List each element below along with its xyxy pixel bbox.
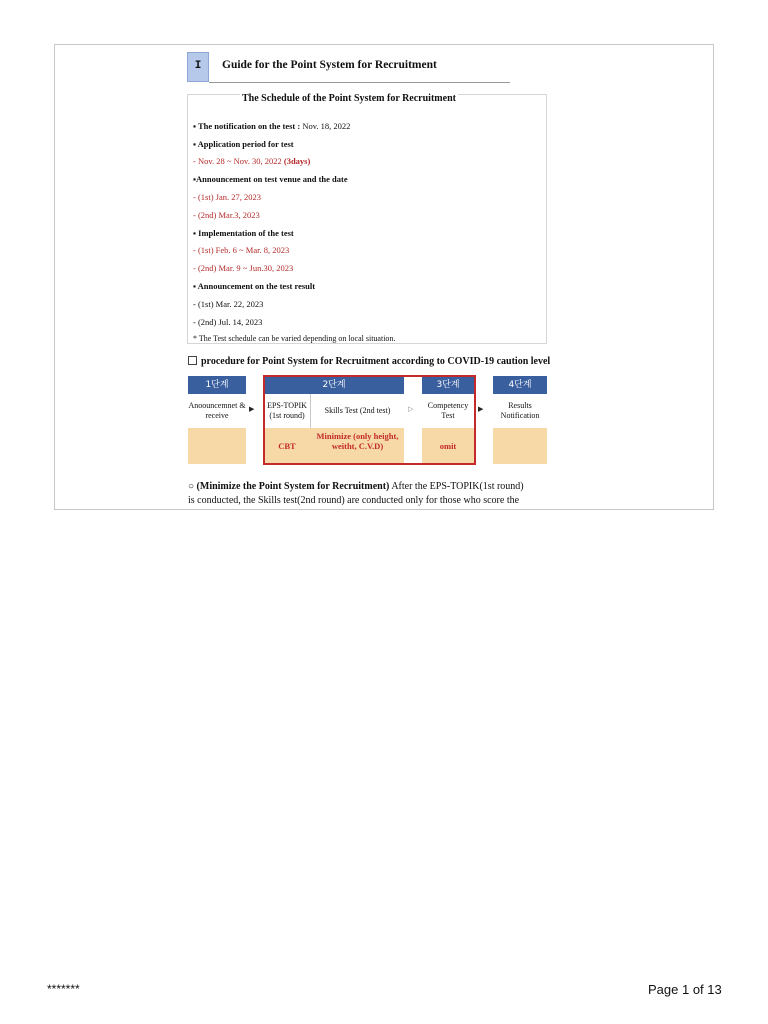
stage-3-header: 3단계 (422, 376, 474, 394)
skills-test-cell: Skills Test (2nd test) (311, 394, 404, 428)
cbt-label: CBT (278, 441, 296, 451)
eps-topik-cell: EPS-TOPIK (1st round) (264, 394, 310, 428)
section-title: Guide for the Point System for Recruitment (222, 59, 437, 71)
notification-label: ▪ The notification on the test : (193, 121, 301, 131)
schedule-box (187, 94, 547, 344)
section-number: I (187, 52, 209, 82)
arrow-right-icon: ▶ (249, 405, 255, 413)
paragraph-bold: (Minimize the Point System for Recruitment) (196, 481, 390, 492)
result-1: - (1st) Mar. 22, 2023 (193, 299, 264, 309)
notification-value: Nov. 18, 2022 (302, 121, 351, 131)
procedure-title: procedure for Point System for Recruitment according to COVID-19 caution level (188, 356, 550, 367)
paragraph-line-1: ○ (Minimize the Point System for Recruitment) After the EPS-TOPIK(1st round) (188, 481, 524, 492)
arrow-right-icon: ▶ (478, 405, 484, 413)
announce-cell: Anoouncemnet & receive (188, 394, 246, 428)
announce-venue-label: ▪Announcement on test venue and the date (193, 174, 348, 184)
impl-1: - (1st) Feb. 6 ~ Mar. 8, 2023 (193, 245, 290, 255)
section-divider (209, 82, 510, 83)
paragraph-line-2: is conducted, the Skills test(2nd round) are conducted only for those who score the (188, 495, 520, 506)
application-days: (3days) (283, 156, 311, 166)
result-2: - (2nd) Jul. 14, 2023 (193, 317, 263, 327)
implementation-label: ▪ Implementation of the test (193, 228, 294, 238)
results-cell: Results Notification (493, 394, 547, 428)
stage-4-header: 4단계 (493, 376, 547, 394)
section-header (187, 52, 510, 84)
footer-left-text: ******* (47, 982, 80, 996)
stage-4-blank (493, 428, 547, 464)
application-value: - Nov. 28 ~ Nov. 30, 2022 (193, 156, 282, 166)
competency-cell: Competency Test (422, 394, 474, 428)
minimize-label: Minimize (only height, weitht, C.V.D) (316, 431, 399, 451)
stage-1-blank (188, 428, 246, 464)
application-line (193, 156, 310, 166)
page-counter: Page 1 of 13 (648, 982, 722, 997)
stage-2-header: 2단계 (264, 376, 404, 394)
paragraph-line-1-rest: After the EPS-TOPIK(1st round) (391, 481, 524, 492)
notification-line (193, 121, 350, 131)
stage-1-header: 1단계 (188, 376, 246, 394)
arrow-right-outline-icon: ▷ (408, 405, 414, 413)
venue-2: - (2nd) Mar.3, 2023 (193, 210, 260, 220)
impl-2: - (2nd) Mar. 9 ~ Jun.30, 2023 (193, 263, 294, 273)
venue-1: - (1st) Jan. 27, 2023 (193, 192, 261, 202)
schedule-title: The Schedule of the Point System for Recruitment (242, 93, 456, 104)
schedule-note: * The Test schedule can be varied depending on local situation. (193, 334, 396, 343)
result-label: ▪ Announcement on the test result (193, 281, 316, 291)
application-label: ▪ Application period for test (193, 139, 294, 149)
omit-label: omit (439, 441, 457, 451)
highlight-frame (263, 375, 476, 465)
checkbox-icon (188, 356, 197, 365)
